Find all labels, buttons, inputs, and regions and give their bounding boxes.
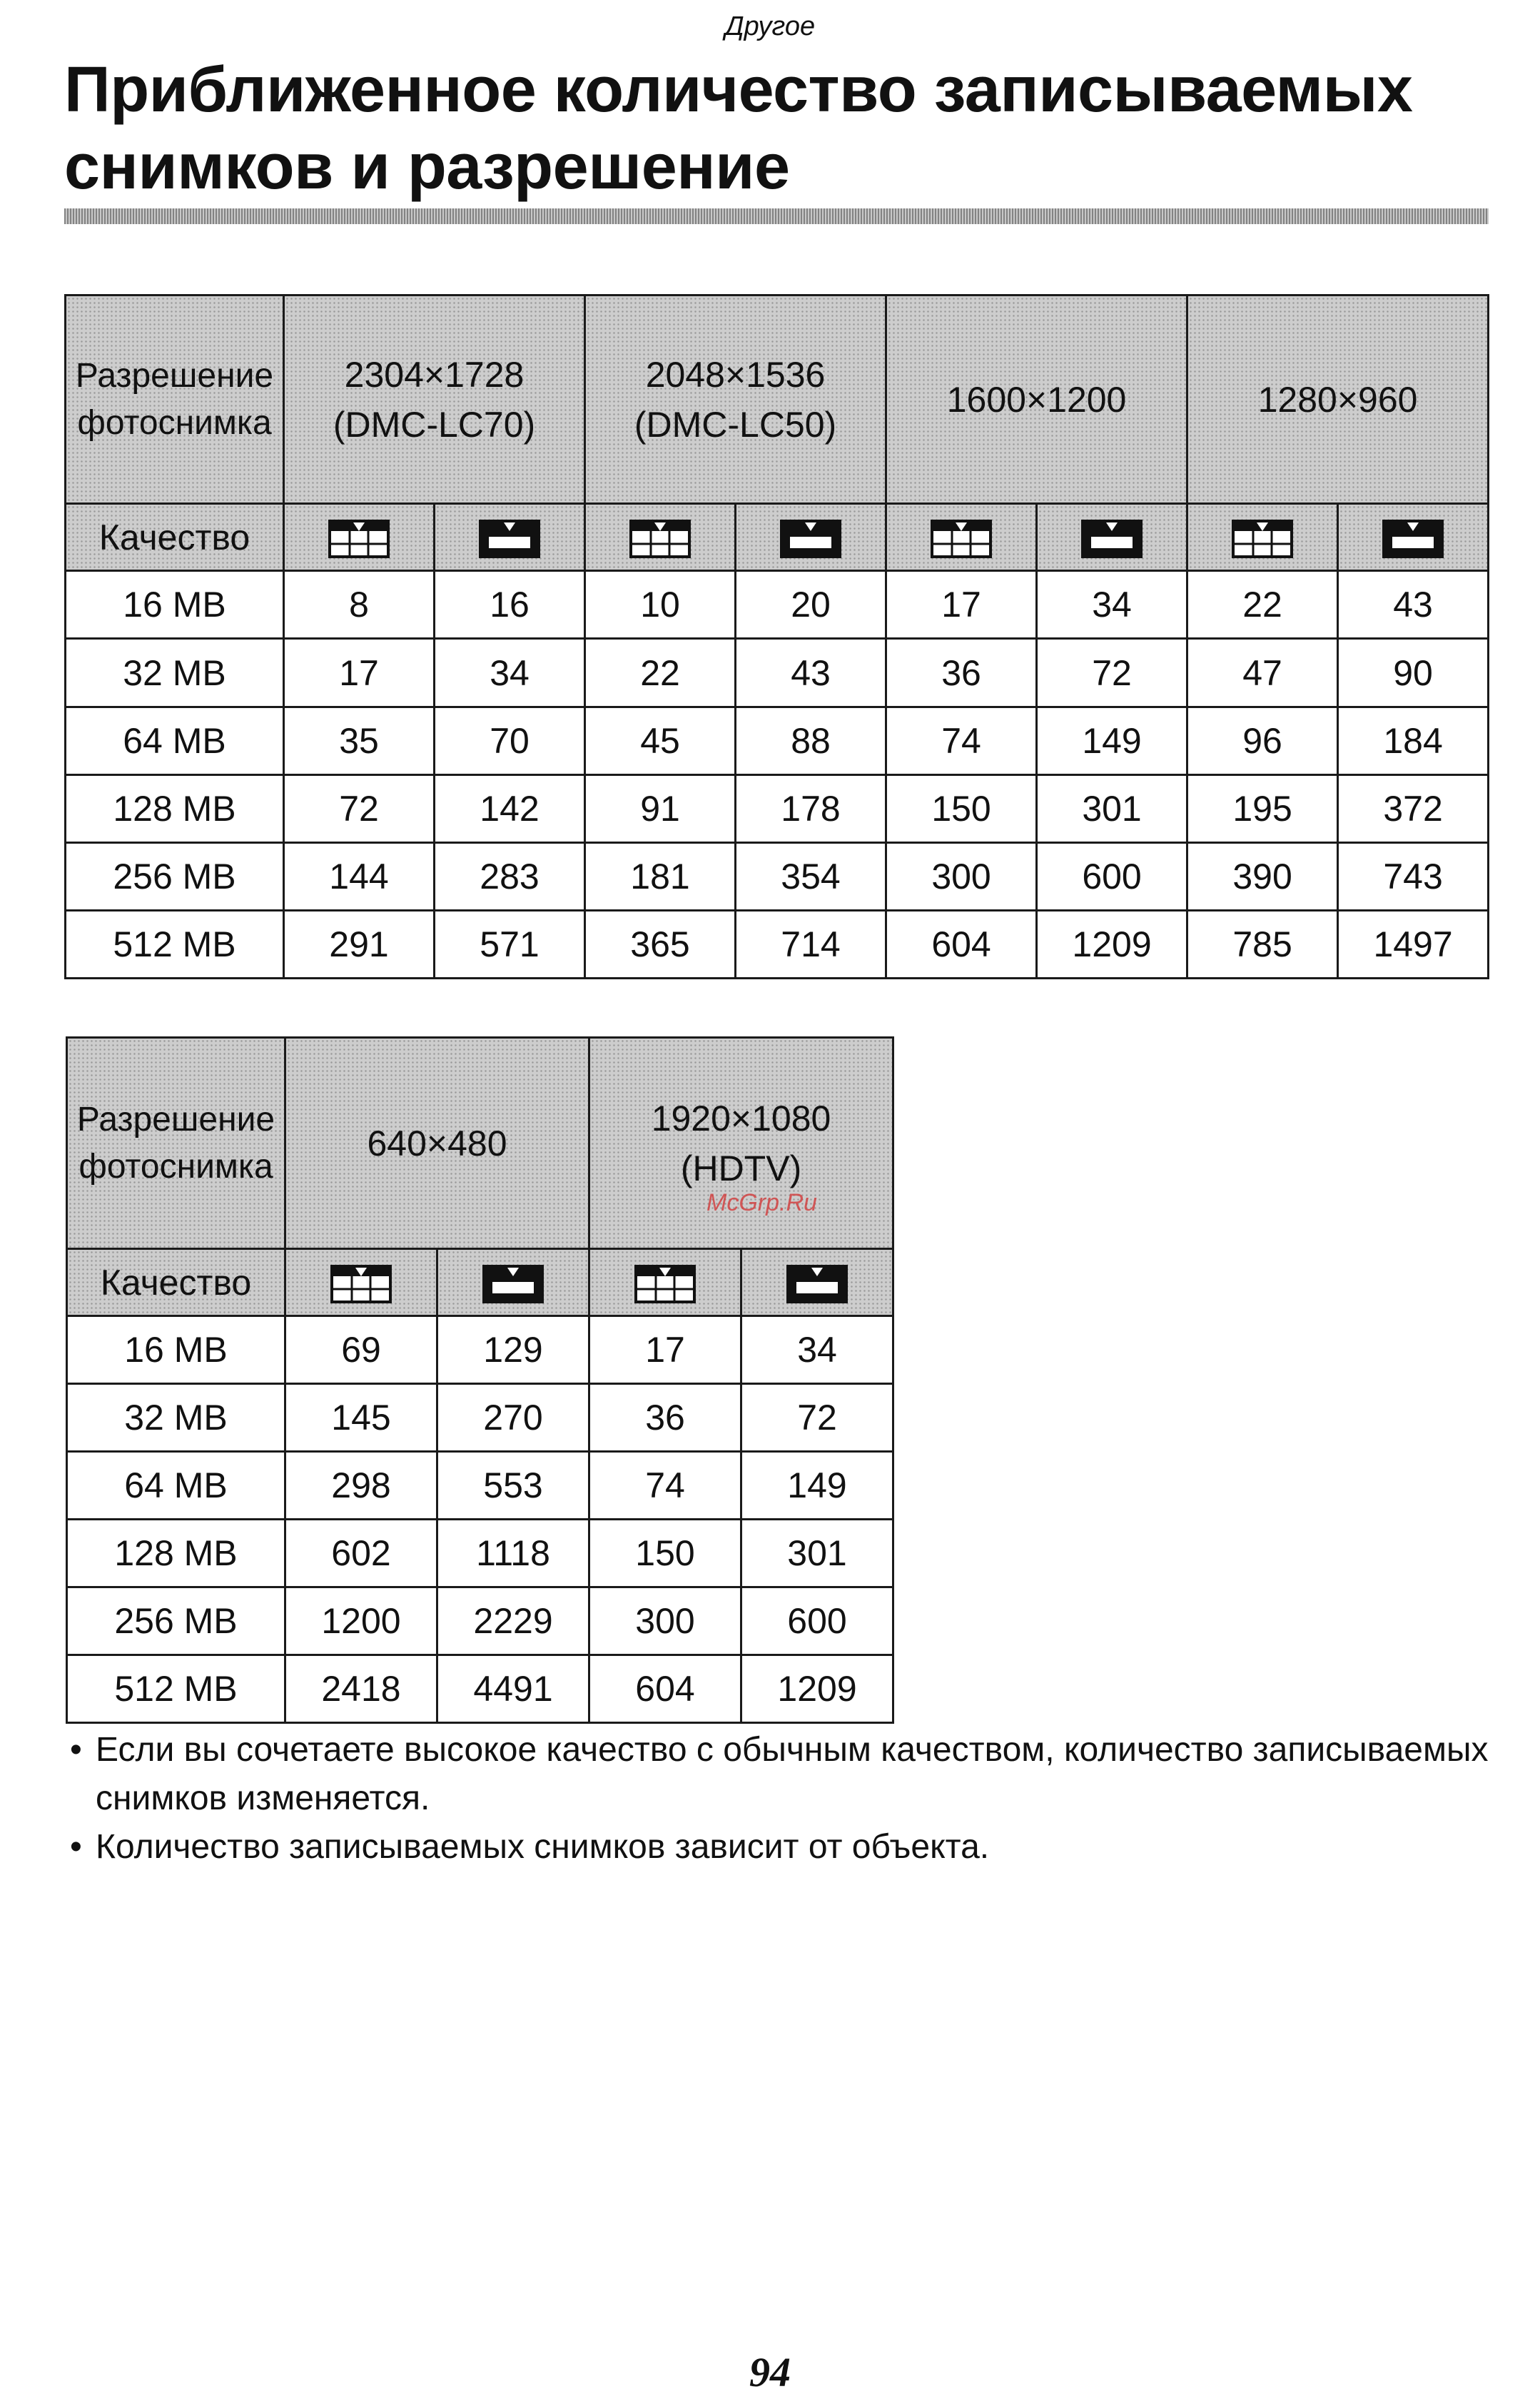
standard-quality-icon — [1382, 517, 1444, 560]
resolution-model: (DMC-LC70) — [333, 404, 536, 445]
picture-count-cell: 43 — [736, 639, 886, 707]
picture-count-cell: 300 — [886, 842, 1037, 910]
picture-count-cell: 20 — [736, 571, 886, 639]
picture-count-cell: 10 — [585, 571, 736, 639]
picture-count-cell: 45 — [585, 707, 736, 774]
standard-quality-icon — [482, 1262, 544, 1305]
fine-quality-cell — [886, 504, 1037, 571]
resolution-value: 640×480 — [367, 1123, 507, 1163]
standard-quality-cell — [1338, 504, 1489, 571]
picture-count-cell: 4491 — [437, 1655, 589, 1723]
picture-count-cell: 291 — [284, 910, 435, 978]
table-row — [67, 1384, 893, 1452]
card-capacity: 128 MB — [66, 774, 284, 842]
standard-quality-icon — [479, 517, 540, 560]
fine-quality-icon — [931, 517, 992, 560]
picture-count-cell: 144 — [284, 842, 435, 910]
picture-count-cell: 36 — [886, 639, 1037, 707]
table-row — [66, 774, 1489, 842]
picture-count-cell: 8 — [284, 571, 435, 639]
picture-count-cell: 149 — [741, 1452, 893, 1520]
resolution-2048x1536 — [585, 296, 886, 504]
picture-count-cell: 195 — [1187, 774, 1338, 842]
picture-count-cell: 602 — [285, 1520, 437, 1587]
picture-count-cell: 714 — [736, 910, 886, 978]
title-rule — [64, 208, 1489, 224]
picture-count-cell: 149 — [1037, 707, 1187, 774]
card-capacity: 32 MB — [66, 639, 284, 707]
picture-count-cell: 145 — [285, 1384, 437, 1452]
resolution-value: 1600×1200 — [946, 379, 1127, 420]
picture-count-cell: 365 — [585, 910, 736, 978]
note-item: • Количество записываемых снимков зависит от объекта. — [70, 1823, 1490, 1872]
table-row — [67, 1316, 893, 1384]
fine-quality-icon — [634, 1262, 696, 1305]
picture-count-cell: 35 — [284, 707, 435, 774]
resolution-1920x1080 — [589, 1038, 893, 1249]
table-row — [66, 707, 1489, 774]
page-number: 94 — [749, 2349, 791, 2395]
table-row — [67, 1452, 893, 1520]
table-row — [67, 1520, 893, 1587]
section-label: Другое — [724, 11, 816, 41]
picture-count-cell: 22 — [585, 639, 736, 707]
picture-count-cell: 390 — [1187, 842, 1338, 910]
picture-count-cell: 142 — [435, 774, 585, 842]
fine-quality-icon — [629, 517, 691, 560]
picture-count-cell: 181 — [585, 842, 736, 910]
fine-quality-cell — [285, 1249, 437, 1316]
picture-count-cell: 743 — [1338, 842, 1489, 910]
card-capacity: 16 MB — [66, 571, 284, 639]
picture-count-cell: 553 — [437, 1452, 589, 1520]
fine-quality-icon — [1232, 517, 1293, 560]
standard-quality-icon — [1081, 517, 1143, 560]
resolution-value: 1920×1080 — [651, 1098, 831, 1138]
picture-count-cell: 300 — [589, 1587, 741, 1655]
quality-header: Качество — [66, 504, 284, 571]
picture-count-cell: 72 — [1037, 639, 1187, 707]
table-row — [67, 1587, 893, 1655]
card-capacity: 128 MB — [67, 1520, 285, 1587]
picture-count-cell: 70 — [435, 707, 585, 774]
table-2-body — [67, 1316, 893, 1723]
resolution-model: (HDTV) — [680, 1148, 802, 1188]
picture-count-cell: 1497 — [1338, 910, 1489, 978]
picture-count-cell: 298 — [285, 1452, 437, 1520]
picture-count-cell: 74 — [589, 1452, 741, 1520]
picture-count-cell: 2418 — [285, 1655, 437, 1723]
picture-count-cell: 96 — [1187, 707, 1338, 774]
card-capacity: 512 MB — [66, 910, 284, 978]
picture-count-cell: 34 — [741, 1316, 893, 1384]
picture-count-cell: 301 — [1037, 774, 1187, 842]
resolution-1280x960 — [1187, 296, 1489, 504]
card-capacity: 512 MB — [67, 1655, 285, 1723]
card-capacity: 32 MB — [67, 1384, 285, 1452]
resolution-value: 2048×1536 — [645, 354, 826, 395]
picture-count-cell: 301 — [741, 1520, 893, 1587]
picture-count-cell: 2229 — [437, 1587, 589, 1655]
standard-quality-cell — [741, 1249, 893, 1316]
picture-count-cell: 604 — [589, 1655, 741, 1723]
fine-quality-cell — [589, 1249, 741, 1316]
resolution-table-1 — [64, 294, 1489, 979]
picture-count-cell: 22 — [1187, 571, 1338, 639]
table-row — [66, 639, 1489, 707]
notes-list — [70, 1726, 1490, 1872]
resolution-header: Разрешение фотоснимка — [66, 296, 284, 504]
resolution-value: 1280×960 — [1257, 379, 1418, 420]
picture-count-cell: 600 — [741, 1587, 893, 1655]
picture-count-cell: 604 — [886, 910, 1037, 978]
table-row — [67, 1655, 893, 1723]
fine-quality-cell — [585, 504, 736, 571]
picture-count-cell: 1118 — [437, 1520, 589, 1587]
standard-quality-icon — [780, 517, 841, 560]
resolution-header: Разрешение фотоснимка — [67, 1038, 285, 1249]
picture-count-cell: 150 — [886, 774, 1037, 842]
picture-count-cell: 1209 — [741, 1655, 893, 1723]
picture-count-cell: 43 — [1338, 571, 1489, 639]
fine-quality-cell — [284, 504, 435, 571]
resolution-1600x1200 — [886, 296, 1187, 504]
picture-count-cell: 69 — [285, 1316, 437, 1384]
table-row — [66, 571, 1489, 639]
resolution-model: (DMC-LC50) — [634, 404, 837, 445]
table-row — [66, 910, 1489, 978]
picture-count-cell: 184 — [1338, 707, 1489, 774]
picture-count-cell: 1209 — [1037, 910, 1187, 978]
picture-count-cell: 129 — [437, 1316, 589, 1384]
picture-count-cell: 785 — [1187, 910, 1338, 978]
picture-count-cell: 354 — [736, 842, 886, 910]
picture-count-cell: 283 — [435, 842, 585, 910]
picture-count-cell: 178 — [736, 774, 886, 842]
picture-count-cell: 150 — [589, 1520, 741, 1587]
picture-count-cell: 88 — [736, 707, 886, 774]
fine-quality-icon — [328, 517, 390, 560]
watermark: McGrp.Ru — [706, 1189, 817, 1216]
picture-count-cell: 1200 — [285, 1587, 437, 1655]
fine-quality-cell — [1187, 504, 1338, 571]
picture-count-cell: 17 — [886, 571, 1037, 639]
quality-row — [66, 504, 1489, 571]
resolution-value: 2304×1728 — [344, 354, 525, 395]
resolution-table-2 — [66, 1036, 894, 1724]
note-item: • Если вы сочетаете высокое качество с обычным качеством, количество записываемых снимков изменяется. — [70, 1726, 1490, 1823]
picture-count-cell: 47 — [1187, 639, 1338, 707]
page-title: Приближенное количество записываемых снимков и разрешение — [64, 54, 1413, 203]
standard-quality-cell — [1037, 504, 1187, 571]
resolution-2304x1728 — [284, 296, 585, 504]
picture-count-cell: 72 — [284, 774, 435, 842]
picture-count-cell: 16 — [435, 571, 585, 639]
card-capacity: 256 MB — [66, 842, 284, 910]
picture-count-cell: 571 — [435, 910, 585, 978]
picture-count-cell: 90 — [1338, 639, 1489, 707]
picture-count-cell: 36 — [589, 1384, 741, 1452]
picture-count-cell: 91 — [585, 774, 736, 842]
picture-count-cell: 372 — [1338, 774, 1489, 842]
card-capacity: 64 MB — [67, 1452, 285, 1520]
picture-count-cell: 72 — [741, 1384, 893, 1452]
quality-header: Качество — [67, 1249, 285, 1316]
quality-row — [67, 1249, 893, 1316]
picture-count-cell: 34 — [1037, 571, 1187, 639]
card-capacity: 64 MB — [66, 707, 284, 774]
card-capacity: 256 MB — [67, 1587, 285, 1655]
card-capacity: 16 MB — [67, 1316, 285, 1384]
picture-count-cell: 600 — [1037, 842, 1187, 910]
standard-quality-icon — [786, 1262, 848, 1305]
table-1-body — [66, 571, 1489, 979]
table-row — [66, 842, 1489, 910]
picture-count-cell: 17 — [284, 639, 435, 707]
resolution-640x480 — [285, 1038, 589, 1249]
picture-count-cell: 34 — [435, 639, 585, 707]
standard-quality-cell — [437, 1249, 589, 1316]
picture-count-cell: 74 — [886, 707, 1037, 774]
standard-quality-cell — [736, 504, 886, 571]
fine-quality-icon — [330, 1262, 392, 1305]
picture-count-cell: 17 — [589, 1316, 741, 1384]
standard-quality-cell — [435, 504, 585, 571]
picture-count-cell: 270 — [437, 1384, 589, 1452]
